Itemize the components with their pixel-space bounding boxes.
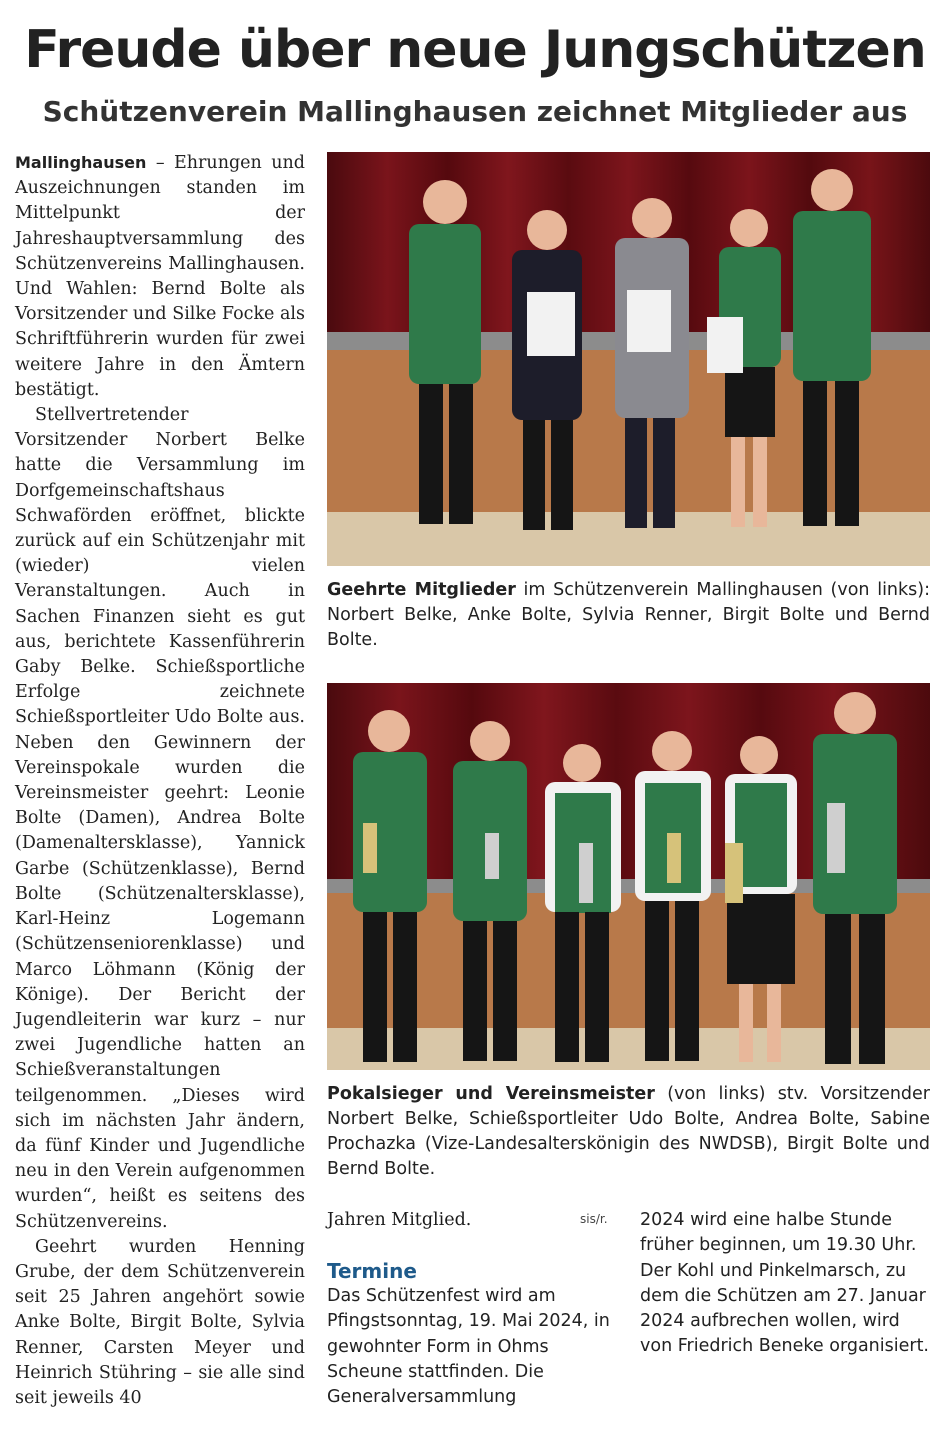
termine-heading: Termine <box>327 1259 417 1283</box>
article-text-1: – Ehrungen und Auszeichnungen standen im Mittelpunkt der Jahreshauptversammlung des Schützenvereins Mallinghausen. Und Wahlen: Bernd Bolte als Vorsitzender und Silke Focke als Schriftführerin wurden für zwei weitere Jahre in den Ämtern bestätigt. <box>15 153 305 400</box>
article-paragraph-3: Geehrt wurden Henning Grube, der dem Schützenverein seit 25 Jahren angehört sowie Anke Bolte, Birgit Bolte, Sylvia Renner, Carsten Meyer und Heinrich Stühring – sie alle sind seit jeweils 40 <box>15 1236 305 1408</box>
headline: Freude über neue Jungschützen <box>24 20 926 80</box>
termine-body-right: 2024 wird eine halbe Stunde früher beginnen, um 19.30 Uhr. Der Kohl und Pinkelmarsch, zu dem die Schützen am 27. Januar 2024 aufbrechen wollen, wird von Friedrich Beneke organisiert. <box>640 1210 929 1357</box>
caption-2-text: (von links) stv. Vorsitzender Norbert Belke, Schießsportleiter Udo Bolte, Andrea Bolte, Sabine Prochazka (Vize-Landesalterskönigin des NWDSB), Birgit Bolte und Bernd Bolte. <box>327 1084 930 1179</box>
photo-honored-members <box>327 152 930 566</box>
article-paragraph-1 <box>15 150 305 403</box>
dateline: Mallinghausen <box>15 153 147 172</box>
article-continuation: Jahren Mitglied. <box>327 1210 472 1230</box>
termine-body-left: Das Schützenfest wird am Pfingstsonntag, 19. Mai 2024, in gewohnter Form in Ohms Scheune stattfinden. Die Generalversammlung <box>327 1286 610 1408</box>
photo-caption-1 <box>327 578 930 653</box>
article-column <box>15 150 305 1411</box>
article-paragraph-2: Stellvertretender Vorsitzender Norbert Belke hatte die Versammlung im Dorfgemeinschaftshaus Schwaförden eröffnet, blickte zurück auf ein Schützenjahr mit (wieder) vielen Veranstaltungen. Auch in Sachen Finanzen sieht es gut aus, berichtete Kassenführerin Gaby Belke. Schießsportliche Erfolge zeichnete Schießsportleiter Udo Bolte aus. Neben den Gewinnern der Vereinspokale wurden die Vereinsmeister geehrt: Leonie Bolte (Damen), Andrea Bolte (Damenaltersklasse), Yannick Garbe (Schützenklasse), Bernd Bolte (Schützenaltersklasse), Karl-Heinz Logemann (Schützenseniorenklasse) und Marco Löhmann (König der Könige). Der Bericht der Jugendleiterin war kurz – nur zwei Jugendliche hatten an Schießveranstaltungen teilgenommen. „Dieses wird sich im nächsten Jahr ändern, da fünf Kinder und Jugendliche neu in den Verein aufgenommen wurden“, heißt es seitens des Schützenvereins. <box>15 405 305 1232</box>
caption-2-lead: Pokalsieger und Vereinsmeister <box>327 1084 655 1104</box>
author-signature: sis/r. <box>580 1212 608 1226</box>
photo-caption-2 <box>327 1082 930 1182</box>
caption-1-lead: Geehrte Mitglieder <box>327 580 516 600</box>
caption-1-text: im Schützenverein Mallinghausen (von links): Norbert Belke, Anke Bolte, Sylvia Renner, Birgit Bolte und Bernd Bolte. <box>327 580 930 650</box>
subheadline: Schützenverein Mallinghausen zeichnet Mitglieder aus <box>42 95 908 128</box>
photo-trophy-winners <box>327 683 930 1070</box>
